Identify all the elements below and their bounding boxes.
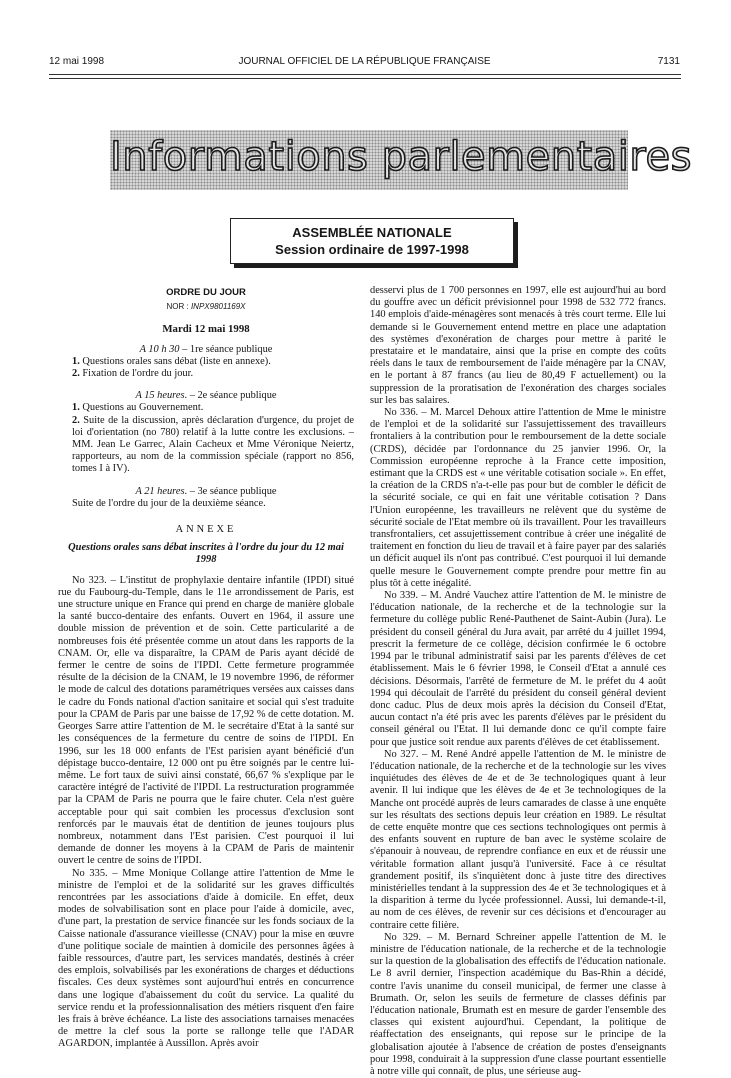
seance-3-time: A 21 heures xyxy=(135,485,185,497)
assembly-session: Session ordinaire de 1997-1998 xyxy=(275,242,469,257)
seance-3-note: Suite de l'ordre du jour de la deuxième séance. xyxy=(72,497,266,509)
header-date: 12 mai 1998 xyxy=(49,56,105,67)
seance-2-item-1: 1. Questions au Gouvernement. xyxy=(72,402,204,414)
seance-2-item-2: 2. Suite de la discussion, après déclaration d'urgence, du projet de loi d'orientation (no 780) relatif à la lutte contre les exclusions. – MM. Jean Le Garrec, Alain Cacheux et Mme Véronique Neiertz, rapporteurs, au nom de la commission spéciale (rapport no 856, tomes I à IV). xyxy=(72,414,354,475)
nor-code: INPX9801169X xyxy=(190,302,246,312)
agenda-title: ORDRE DU JOUR xyxy=(166,287,246,298)
right-column xyxy=(370,285,666,1078)
header-journal-title: JOURNAL OFFICIEL DE LA RÉPUBLIQUE FRANÇAISE xyxy=(238,56,491,67)
nor-label: NOR : xyxy=(166,302,189,312)
header-rule xyxy=(49,74,681,75)
question-335: No 335. – Mme Monique Collange attire l'attention de Mme le ministre de l'emploi et de la solidarité sur les graves difficultés rencontrées par les associations d'aide à domicile. En effet, deux modes de solvabilisation sont en place pour l'aide à domicile, avec, d'une part, la prestation de service financée sur les fonds sociaux de la Caisse nationale d'assurance vieillesse (CNAV) pour la mise en œuvre d'une politique sociale de maintien à domicile des personnes âgées à faible ressources, d'autre part, les services mandatés, destinés à créer des emplois, solvabilisés par les exonérations de charges et déductions fiscales. Ces deux systèmes sont aujourd'hui entrés en concurrence dans une logique d'abaissement du coût du service. La qualité du service rendu et la professionnalisation des métiers risquent d'en faire les frais à brève échéance. La liste des associations tarnaises menacées de mettre la clef sous la porte se rallonge telle que l'ADAR AGARDON, implantée à Aussillon. Après avoir xyxy=(58,867,354,1050)
header-page-number: 7131 xyxy=(657,56,680,67)
header-rule-double xyxy=(49,78,681,79)
seance-2-label: . – 2e séance publique xyxy=(184,390,277,402)
section-banner xyxy=(110,130,692,190)
left-column xyxy=(58,285,354,1051)
assembly-title: ASSEMBLÉE NATIONALE xyxy=(292,225,452,240)
seance-2-time: A 15 heures xyxy=(135,390,185,402)
question-323: No 323. – L'institut de prophylaxie dentaire infantile (IPDI) situé rue du Faubourg-du-Temple, dans le 11e arrondissement de Paris, est une structure unique en France qui prend en charge de manière globale la santé bucco-dentaire des enfants. Ouvert en 1964, il assure une double mission de prévention et de soin. Cette particularité a de nombreuses fois été présentée comme un atout dans les rapports de la CNAM. Or, elle va disparaître, la CPAM de Paris ayant décidé de fermer le centre de soins de l'IPDI. Cette fermeture programmée résulte de la décision de la CNAM, le 19 novembre 1996, de réformer le mode de calcul des dotations paramétriques versées aux caisses dans le cadre du Fonds national d'action sanitaire et social qui s'est traduite pour la CPAM de Paris par une baisse de 17,92 % de cette dotation. M. Georges Sarre attire l'attention de M. le secrétaire d'Etat à la santé sur les conséquences de la fermeture du centre de soins de l'IPDI. En 1996, sur les 18 000 enfants de l'Est parisien ayant bénéficié d'un dépistage bucco-dentaire, 12 000 ont pu être soignés par le centre lui-même. Le fort taux de suivi ainsi constaté, 66,67 % s'explique par le caractère intégré de l'activité de l'IPDI. La restructuration programmée par la CPAM de Paris ne pourra que le faire chuter. Cela n'est guère acceptable pour qui sait combien les processus d'exclusion sont renforcés par le mauvais état de dentition de jeunes toujours plus nombreux, notamment dans l'Est parisien. C'est pourquoi il lui demande de donner les moyens à la CPAM de Paris de maintenir ouvert le centre de soins de l'IPDI. xyxy=(58,574,354,867)
questions-title: Questions orales sans débat inscrites à l'ordre du jour du 12 mai 1998 xyxy=(68,542,344,566)
seance-1-item-2: 2. Fixation de l'ordre du jour. xyxy=(72,368,194,380)
seance-3-label: . – 3e séance publique xyxy=(184,485,277,497)
seance-1-item-1: 1. Questions orales sans débat (liste en annexe). xyxy=(72,355,271,367)
question-327: No 327. – M. René André appelle l'attention de M. le ministre de l'éducation nationale, de la recherche et de la technologie sur les vives inquiétudes des élèves de 4e et de 3e technologiques quant à leur avenir. Il lui indique que les élèves de 4e et 3e technologiques de la Manche ont procédé auprès de leurs camarades de classe à une enquête sur les résultats des sections depuis leur création en 1989. Le résultat de cette enquête montre que ces sections technologiques ont permis à des enfants souvent en rupture de ban avec le système scolaire de s'épanouir à nouveau, de reprendre confiance en eux et de réussir une véritable formation allant jusqu'à l'université. Face à ce résultat grandement positif, ils s'inquiètent donc à juste titre des directives ministérielles tendant à la suppression des 4e et 3e technologiques et à la disparition à terme du lycée professionnel. Aussi, lui demande-t-il, au nom de ces élèves, de revenir sur ces décisions et d'encourager au contraire cette filière. xyxy=(370,748,666,931)
running-header xyxy=(49,56,680,70)
nor-reference xyxy=(58,301,354,313)
seance-2 xyxy=(58,390,354,402)
agenda-date: Mardi 12 mai 1998 xyxy=(162,323,250,336)
annex-title: ANNEXE xyxy=(175,524,237,536)
question-335-continued: desservi plus de 1 700 personnes en 1997, elle est aujourd'hui au bord du gouffre avec un déficit prévisionnel pour 1998 de 532 772 francs. 140 emplois d'aide-ménagères sont menacés à très court terme. Elle lui demande si le Gouvernement entend mettre en place une adaptation des systèmes d'exonération de charges pour mettre à parité le prestataire et le mandataire, ainsi que la prise en compte des coûts réels dans le taux de remboursement de l'aide ménagère par la CNAV, en le portant à 87 francs (au lieu de 80,49 F actuellement) ou la suppression de la proratisation de l'exonération des charges sociales sur les bas salaires. xyxy=(370,285,666,406)
seance-3 xyxy=(58,486,354,498)
question-339: No 339. – M. André Vauchez attire l'attention de M. le ministre de l'éducation nationale, de la recherche et de la technologie sur la fermeture du collège public René-Pauthenet de Saint-Aubin (Jura). Le président du conseil général du Jura avait, par arrêté du 4 juillet 1994, prescrit la fermeture de ce collège, décision confirmée le 6 octobre 1994 par le tribunal administratif saisi par les parents d'élèves de cet établissement. Mais le 6 février 1998, le Conseil d'Etat a annulé ces décisions. Désormais, l'arrêté de fermeture de M. le préfet du 4 août 1994 qui découlait de l'arrêté du président du conseil général devient donc caduc. Plus de deux mois après la décision du Conseil d'Etat, aucun contact n'a été pris avec les parents d'élèves par le président du conseil général ou l'Etat. Il lui demande donc ce qu'il compte faire pour que justice soit rendue aux parents d'élèves de cet établissement. xyxy=(370,590,666,748)
seance-1-label: – 1re séance publique xyxy=(179,343,273,355)
assembly-box xyxy=(230,218,514,264)
question-336: No 336. – M. Marcel Dehoux attire l'attention de Mme le ministre de l'emploi et de la solidarité sur l'assujettissement des travailleurs frontaliers à la contribution pour le remboursement de la dette sociale (CRDS), décidée par l'ordonnance du 25 janvier 1996. Or, la Commission européenne reproche à la France cette imposition, estimant que la CRDS est « une véritable cotisation sociale ». En effet, la création de la CRDS n'a-t-elle pas pour but de combler le déficit de la sécurité sociale, ce qui en fait une véritable cotisation ? Dans l'Union européenne, les travailleurs ne relèvent que du système de sécurité sociale de l'Etat membre où ils travaillent. Pour les travailleurs transfrontaliers, cet assujettissement contribue à créer une inégalité de traitement en fonction du lieu de travail et à faire payer par des salariés un déficit auquel ils n'ont pas contribué. C'est pourquoi il lui demande quelle mesure le Gouvernement compte prendre pour mettre fin au plus tôt à cette inégalité. xyxy=(370,407,666,589)
banner-title: Informations parlementaires xyxy=(110,134,692,180)
seance-1-time: A 10 h 30 xyxy=(139,343,180,355)
question-329: No 329. – M. Bernard Schreiner appelle l'attention de M. le ministre de l'éducation nationale, de la recherche et de la technologie sur la question de la globalisation des effectifs de l'éducation nationale. Le 8 avril dernier, l'inspection académique du Bas-Rhin a décidé, contre l'avis unanime du conseil municipal, de fermer une classe à Brumath. Or, selon les seuils de fermeture de classes définis par l'éducation nationale, Brumath est en mesure de garder l'ensemble des classes qui existent aujourd'hui. Cependant, la politique de réaffectation des enseignants, qui repose sur le principe de la globalisation ajoutée à l'absence de création de postes d'enseignants pour 1998, conduirait à la suppression d'une classe pourtant essentielle à notre ville qui connaît, de plus, une sérieuse aug- xyxy=(370,931,666,1077)
seance-1 xyxy=(58,344,354,356)
